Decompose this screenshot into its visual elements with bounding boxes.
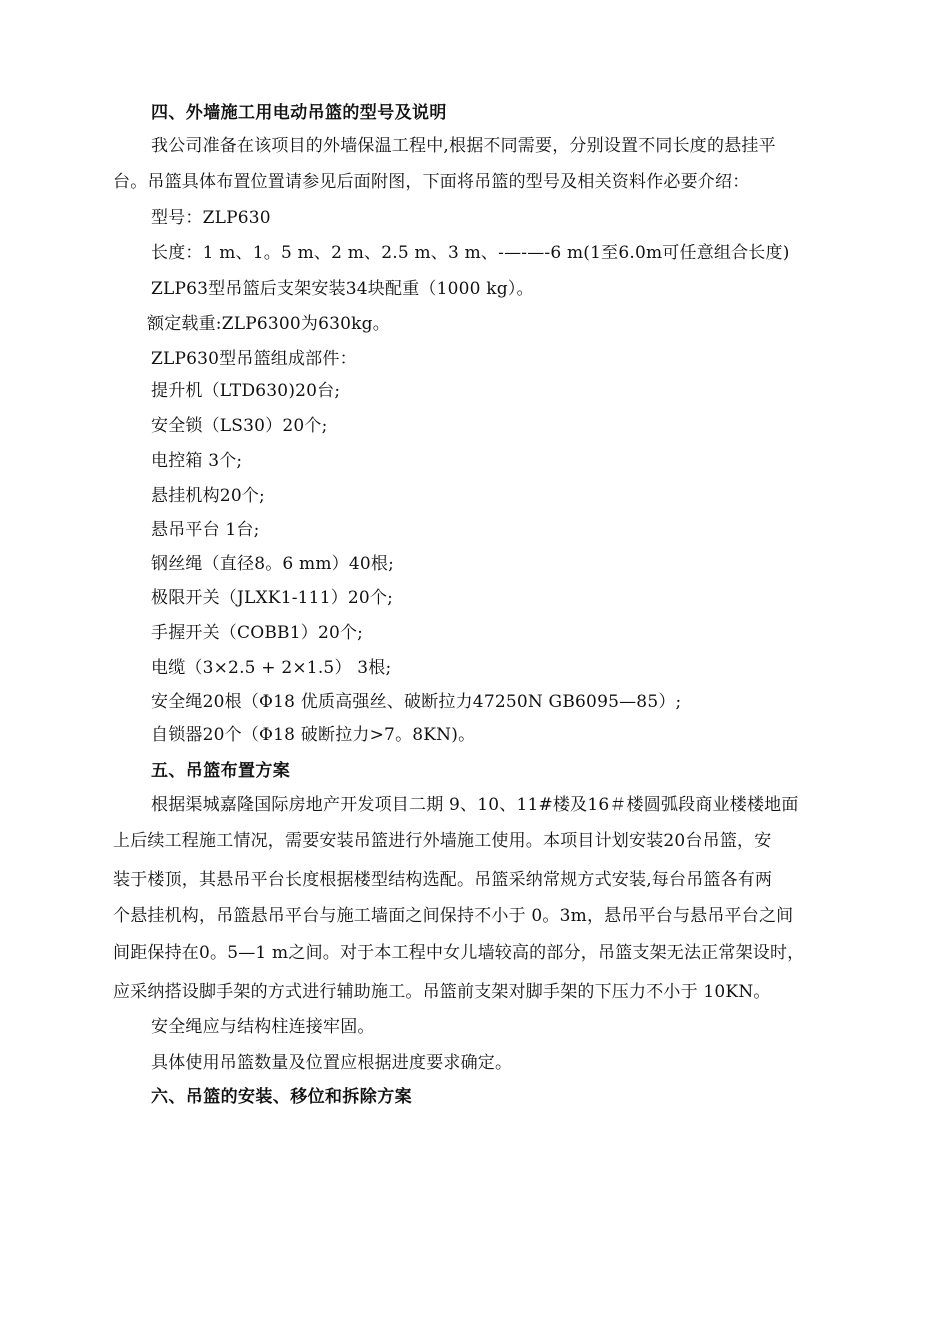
quantity-note: 具体使用吊篮数量及位置应根据进度要求确定。 (151, 1053, 513, 1073)
component-item: 钢丝绳（直径8。6 mm）40根; (151, 554, 395, 574)
component-item: 安全锁（LS30）20个; (151, 416, 328, 436)
section-5-paragraph-line: 间距保持在0。5—1 m之间。对于本工程中女儿墙较高的部分，吊篮支架无法正常架设时， (113, 943, 805, 963)
component-item: 安全绳20根（Φ18 优质高强丝、破断拉力47250N GB6095—85）; (151, 692, 682, 712)
section-6-heading: 六、吊篮的安装、移位和拆除方案 (151, 1087, 412, 1107)
component-item: 提升机（LTD630)20台; (151, 381, 341, 401)
model-line: 型号：ZLP630 (151, 208, 271, 228)
component-item: 悬挂机构20个; (151, 486, 265, 506)
rated-load-line: 额定载重:ZLP6300为630kg。 (147, 314, 390, 334)
components-title: ZLP630型吊篮组成部件： (151, 349, 357, 369)
safety-rope-note: 安全绳应与结构柱连接牢固。 (151, 1017, 375, 1037)
counterweight-line: ZLP63型吊篮后支架安装34块配重（1000 kg）。 (151, 279, 534, 299)
section-5-paragraph-line: 根据渠城嘉隆国际房地产开发项目二期 9、10、11#楼及16＃楼圆弧段商业楼楼地面 (151, 795, 799, 815)
length-line: 长度：1 m、1。5 m、2 m、2.5 m、3 m、-—-—-6 m(1至6.0m可任意组合长度) (151, 243, 790, 263)
section-5-paragraph-line: 装于楼顶，其悬吊平台长度根据楼型结构选配。吊篮采纳常规方式安装,每台吊篮各有两 (113, 870, 773, 890)
component-item: 极限开关（JLXK1-111）20个; (151, 588, 394, 608)
component-item: 手握开关（COBB1）20个; (151, 623, 364, 643)
section-5-paragraph-line: 上后续工程施工情况，需要安装吊篮进行外墙施工使用。本项目计划安装20台吊篮，安 (113, 831, 772, 851)
section-4-intro-line-1: 我公司准备在该项目的外墙保温工程中,根据不同需要，分别设置不同长度的悬挂平 (151, 136, 776, 156)
section-4-intro-line-2: 台。吊篮具体布置位置请参见后面附图，下面将吊篮的型号及相关资料作必要介绍： (113, 172, 750, 192)
section-4-heading: 四、外墙施工用电动吊篮的型号及说明 (151, 103, 447, 123)
section-5-paragraph-line: 个悬挂机构，吊篮悬吊平台与施工墙面之间保持不小于 0。3m，悬吊平台与悬吊平台之间 (113, 906, 794, 926)
component-item: 自锁器20个（Φ18 破断拉力>7。8KN)。 (151, 725, 476, 745)
component-item: 电缆（3×2.5 + 2×1.5） 3根; (151, 658, 392, 678)
section-5-paragraph-line: 应采纳搭设脚手架的方式进行辅助施工。吊篮前支架对脚手架的下压力不小于 10KN。 (113, 982, 771, 1002)
component-item: 悬吊平台 1台; (151, 520, 260, 540)
section-5-heading: 五、吊篮布置方案 (151, 761, 291, 781)
component-item: 电控箱 3个; (151, 451, 243, 471)
